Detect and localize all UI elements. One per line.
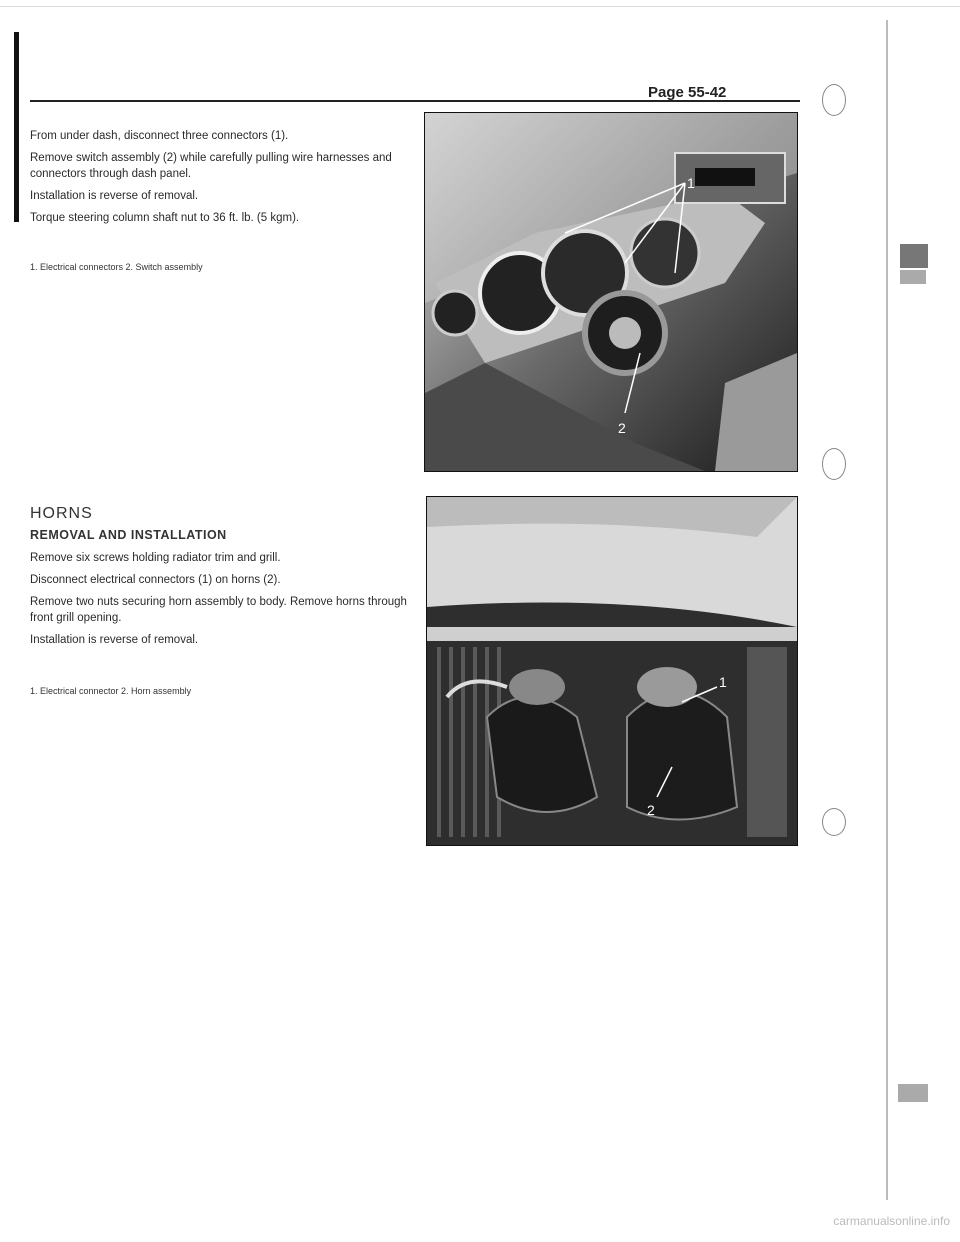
photo-callout-label: 1: [719, 674, 727, 690]
scan-smudge: [900, 244, 928, 268]
photo-callout-label: 1: [687, 175, 695, 191]
instruction-paragraph: Remove two nuts securing horn assembly to body. Remove horns through front grill opening.: [30, 596, 407, 624]
section-subheading: REMOVAL AND INSTALLATION: [30, 528, 227, 542]
page-number: Page 55-42: [648, 84, 727, 101]
footer-watermark: carmanualsonline.info: [833, 1214, 950, 1228]
scan-smudge: [898, 1084, 928, 1102]
instruction-paragraph: Disconnect electrical connectors (1) on horns (2).: [30, 574, 281, 586]
instruction-paragraph: Torque steering column shaft nut to 36 ft. lb. (5 kgm).: [30, 212, 300, 224]
photo-callout-label: 2: [618, 420, 626, 436]
horn-assembly-photo: [426, 496, 798, 846]
instruction-paragraph: Installation is reverse of removal.: [30, 190, 199, 202]
instruction-block-horns: [30, 550, 420, 654]
instruction-paragraph: Installation is reverse of removal.: [30, 634, 199, 646]
binder-hole-icon: [822, 448, 846, 480]
instruction-paragraph: Remove six screws holding radiator trim and grill.: [30, 552, 281, 564]
binder-hole-icon: [822, 84, 846, 116]
figure-caption-horns: 1. Electrical connector 2. Horn assembly: [30, 686, 192, 696]
dashboard-photo: [424, 112, 798, 472]
instruction-paragraph: From under dash, disconnect three connectors (1).: [30, 130, 289, 142]
binding-edge: [886, 20, 888, 1200]
binder-hole-icon: [822, 808, 846, 836]
section-heading: HORNS: [30, 505, 93, 522]
instruction-block-switch: [30, 128, 415, 232]
figure-caption-switch: 1. Electrical connectors 2. Switch assembly: [30, 262, 203, 272]
scan-edge-line: [0, 6, 960, 7]
photo-callout-label: 2: [647, 802, 655, 818]
scan-smudge: [900, 270, 926, 284]
change-bar: [14, 32, 19, 222]
instruction-paragraph: Remove switch assembly (2) while carefully pulling wire harnesses and connectors through dash panel.: [30, 152, 392, 180]
